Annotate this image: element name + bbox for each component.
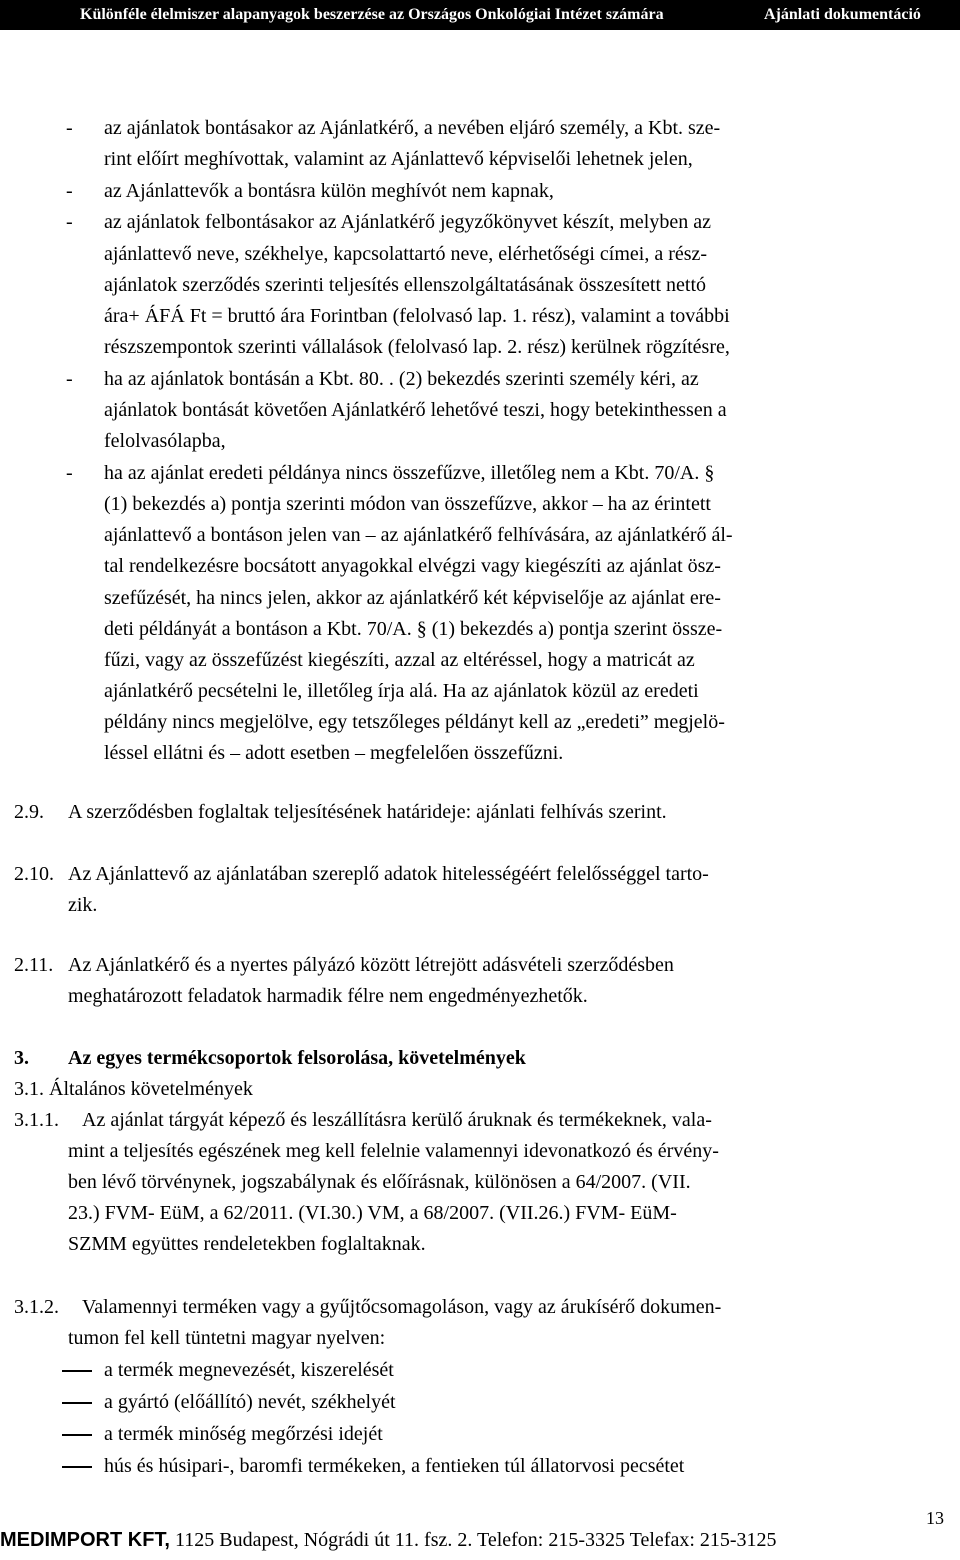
- footer-address: 1125 Budapest, Nógrádi út 11. fsz. 2. Telefon: 215-3325 Telefax: 215-3125: [170, 1529, 777, 1551]
- bullet-5-line-8: ajánlatkérő pecsételni le, illetőleg írja alá. Ha az ajánlatok közül az eredeti: [104, 680, 699, 702]
- section-2-9-text: A szerződésben foglaltak teljesítésének határideje: ajánlati felhívás szerint.: [68, 801, 667, 823]
- section-3-1-1-line-3: ben lévő törvénynek, jogszabálynak és előírásnak, különösen a 64/2007. (VII.: [68, 1171, 691, 1193]
- section-3-title: Az egyes termékcsoportok felsorolása, követelmények: [68, 1047, 526, 1069]
- list-item: a termék minőség megőrzési idejét: [104, 1423, 383, 1445]
- section-3-1-1-line-2: mint a teljesítés egészének meg kell felelnie valamennyi idevonatkozó és érvény-: [68, 1140, 719, 1162]
- bullet-5-line-5: szefűzését, ha nincs jelen, akkor az ajánlatkérő két képviselője az ajánlat ere-: [104, 587, 721, 609]
- bullet-dash: -: [66, 368, 73, 390]
- bullet-5-line-1: ha az ajánlat eredeti példánya nincs összefűzve, illetőleg nem a Kbt. 70/A. §: [104, 462, 715, 484]
- bullet-1-line-1: az ajánlatok bontásakor az Ajánlatkérő, a nevében eljáró személy, a Kbt. sze-: [104, 117, 721, 139]
- bullet-5-line-6: deti példányát a bontáson a Kbt. 70/A. § (1) bekezdés a) pontja szerint össze-: [104, 618, 723, 640]
- section-3-1-1-line-1: Az ajánlat tárgyát képező és leszállításra kerülő áruknak és termékeknek, vala-: [82, 1109, 712, 1131]
- bullet-dash: -: [66, 211, 73, 233]
- page-number: 13: [926, 1508, 944, 1528]
- bullet-dash: -: [66, 462, 73, 484]
- bullet-5-line-9: példány nincs megjelölve, egy tetszőleges példányt kell az „eredeti” megjelö-: [104, 711, 725, 733]
- section-2-10-line-2: zik.: [68, 894, 98, 916]
- bullet-3-line-3: ajánlatok szerződés szerinti teljesítés ellenszolgáltatásának összesített nettó: [104, 274, 707, 296]
- section-3-1-1-line-5: SZMM együttes rendeletekben foglaltaknak.: [68, 1233, 426, 1255]
- page-footer: [0, 1528, 777, 1552]
- bullet-2-line-1: az Ajánlattevők a bontásra külön meghívót nem kapnak,: [104, 180, 554, 202]
- list-item-marker: [62, 1466, 92, 1468]
- footer-company: MEDIMPORT KFT,: [0, 1529, 170, 1551]
- bullet-5-line-4: tal rendelkezésre bocsátott anyagokkal elvégzi vagy kiegészíti az ajánlat ösz-: [104, 555, 721, 577]
- bullet-4-line-2: ajánlatok bontását követően Ajánlatkérő lehetővé teszi, hogy betekinthessen a: [104, 399, 727, 421]
- page-header: [0, 0, 960, 30]
- list-item-marker: [62, 1370, 92, 1372]
- bullet-4-line-1: ha az ajánlatok bontásán a Kbt. 80. . (2) bekezdés szerinti személy kéri, az: [104, 368, 699, 390]
- bullet-3-line-4: ára+ ÁFÁ Ft = bruttó ára Forintban (felolvasó lap. 1. rész), valamint a további: [104, 305, 730, 327]
- section-3-number: 3.: [14, 1047, 29, 1069]
- list-item: a gyártó (előállító) nevét, székhelyét: [104, 1391, 396, 1413]
- header-title: Különféle élelmiszer alapanyagok beszerzése az Országos Onkológiai Intézet számára: [80, 6, 664, 23]
- bullet-5-line-10: léssel ellátni és – adott esetben – megfelelően összefűzni.: [104, 742, 564, 764]
- section-2-9-number: 2.9.: [14, 801, 44, 823]
- bullet-1-line-2: rint előírt meghívottak, valamint az Ajánlattevő képviselői lehetnek jelen,: [104, 148, 693, 170]
- section-3-1-heading: 3.1. Általános követelmények: [14, 1078, 253, 1100]
- list-item: a termék megnevezését, kiszerelését: [104, 1359, 394, 1381]
- bullet-dash: -: [66, 180, 73, 202]
- section-3-1-1-line-4: 23.) FVM- EüM, a 62/2011. (VI.30.) VM, a 68/2007. (VII.26.) FVM- EüM-: [68, 1202, 677, 1224]
- bullet-3-line-5: részszempontok szerinti vállalások (felolvasó lap. 2. rész) kerülnek rögzítésre,: [104, 336, 730, 358]
- bullet-3-line-1: az ajánlatok felbontásakor az Ajánlatkérő jegyzőkönyvet készít, melyben az: [104, 211, 711, 233]
- section-2-11-number: 2.11.: [14, 954, 54, 976]
- section-2-10-line-1: Az Ajánlattevő az ajánlatában szereplő adatok hitelességéért felelősséggel tarto-: [68, 863, 709, 885]
- bullet-3-line-2: ajánlattevő neve, székhelye, kapcsolattartó neve, elérhetőségi címei, a rész-: [104, 243, 708, 265]
- section-3-1-2-number: 3.1.2.: [14, 1296, 59, 1318]
- bullet-5-line-3: ajánlattevő a bontáson jelen van – az ajánlatkérő felhívására, az ajánlatkérő ál-: [104, 524, 733, 546]
- bullet-5-line-7: fűzi, vagy az összefűzést kiegészíti, azzal az eltéréssel, hogy a matricát az: [104, 649, 695, 671]
- section-2-11-line-2: meghatározott feladatok harmadik félre nem engedményezhetők.: [68, 985, 588, 1007]
- section-3-1-2-line-2: tumon fel kell tüntetni magyar nyelven:: [68, 1327, 386, 1349]
- section-2-11-line-1: Az Ajánlatkérő és a nyertes pályázó között létrejött adásvételi szerződésben: [68, 954, 674, 976]
- bullet-dash: -: [66, 117, 73, 139]
- bullet-5-line-2: (1) bekezdés a) pontja szerinti módon van összefűzve, akkor – ha az érintett: [104, 493, 711, 515]
- section-2-10-number: 2.10.: [14, 863, 54, 885]
- bullet-4-line-3: felolvasólapba,: [104, 430, 226, 452]
- section-3-1-2-line-1: Valamennyi terméken vagy a gyűjtőcsomagoláson, vagy az árukísérő dokumen-: [82, 1296, 722, 1318]
- list-item: hús és húsipari-, baromfi termékeken, a fentieken túl állatorvosi pecsétet: [104, 1455, 685, 1477]
- header-doc-type: Ajánlati dokumentáció: [764, 6, 921, 23]
- list-item-marker: [62, 1434, 92, 1436]
- list-item-marker: [62, 1402, 92, 1404]
- section-3-1-1-number: 3.1.1.: [14, 1109, 59, 1131]
